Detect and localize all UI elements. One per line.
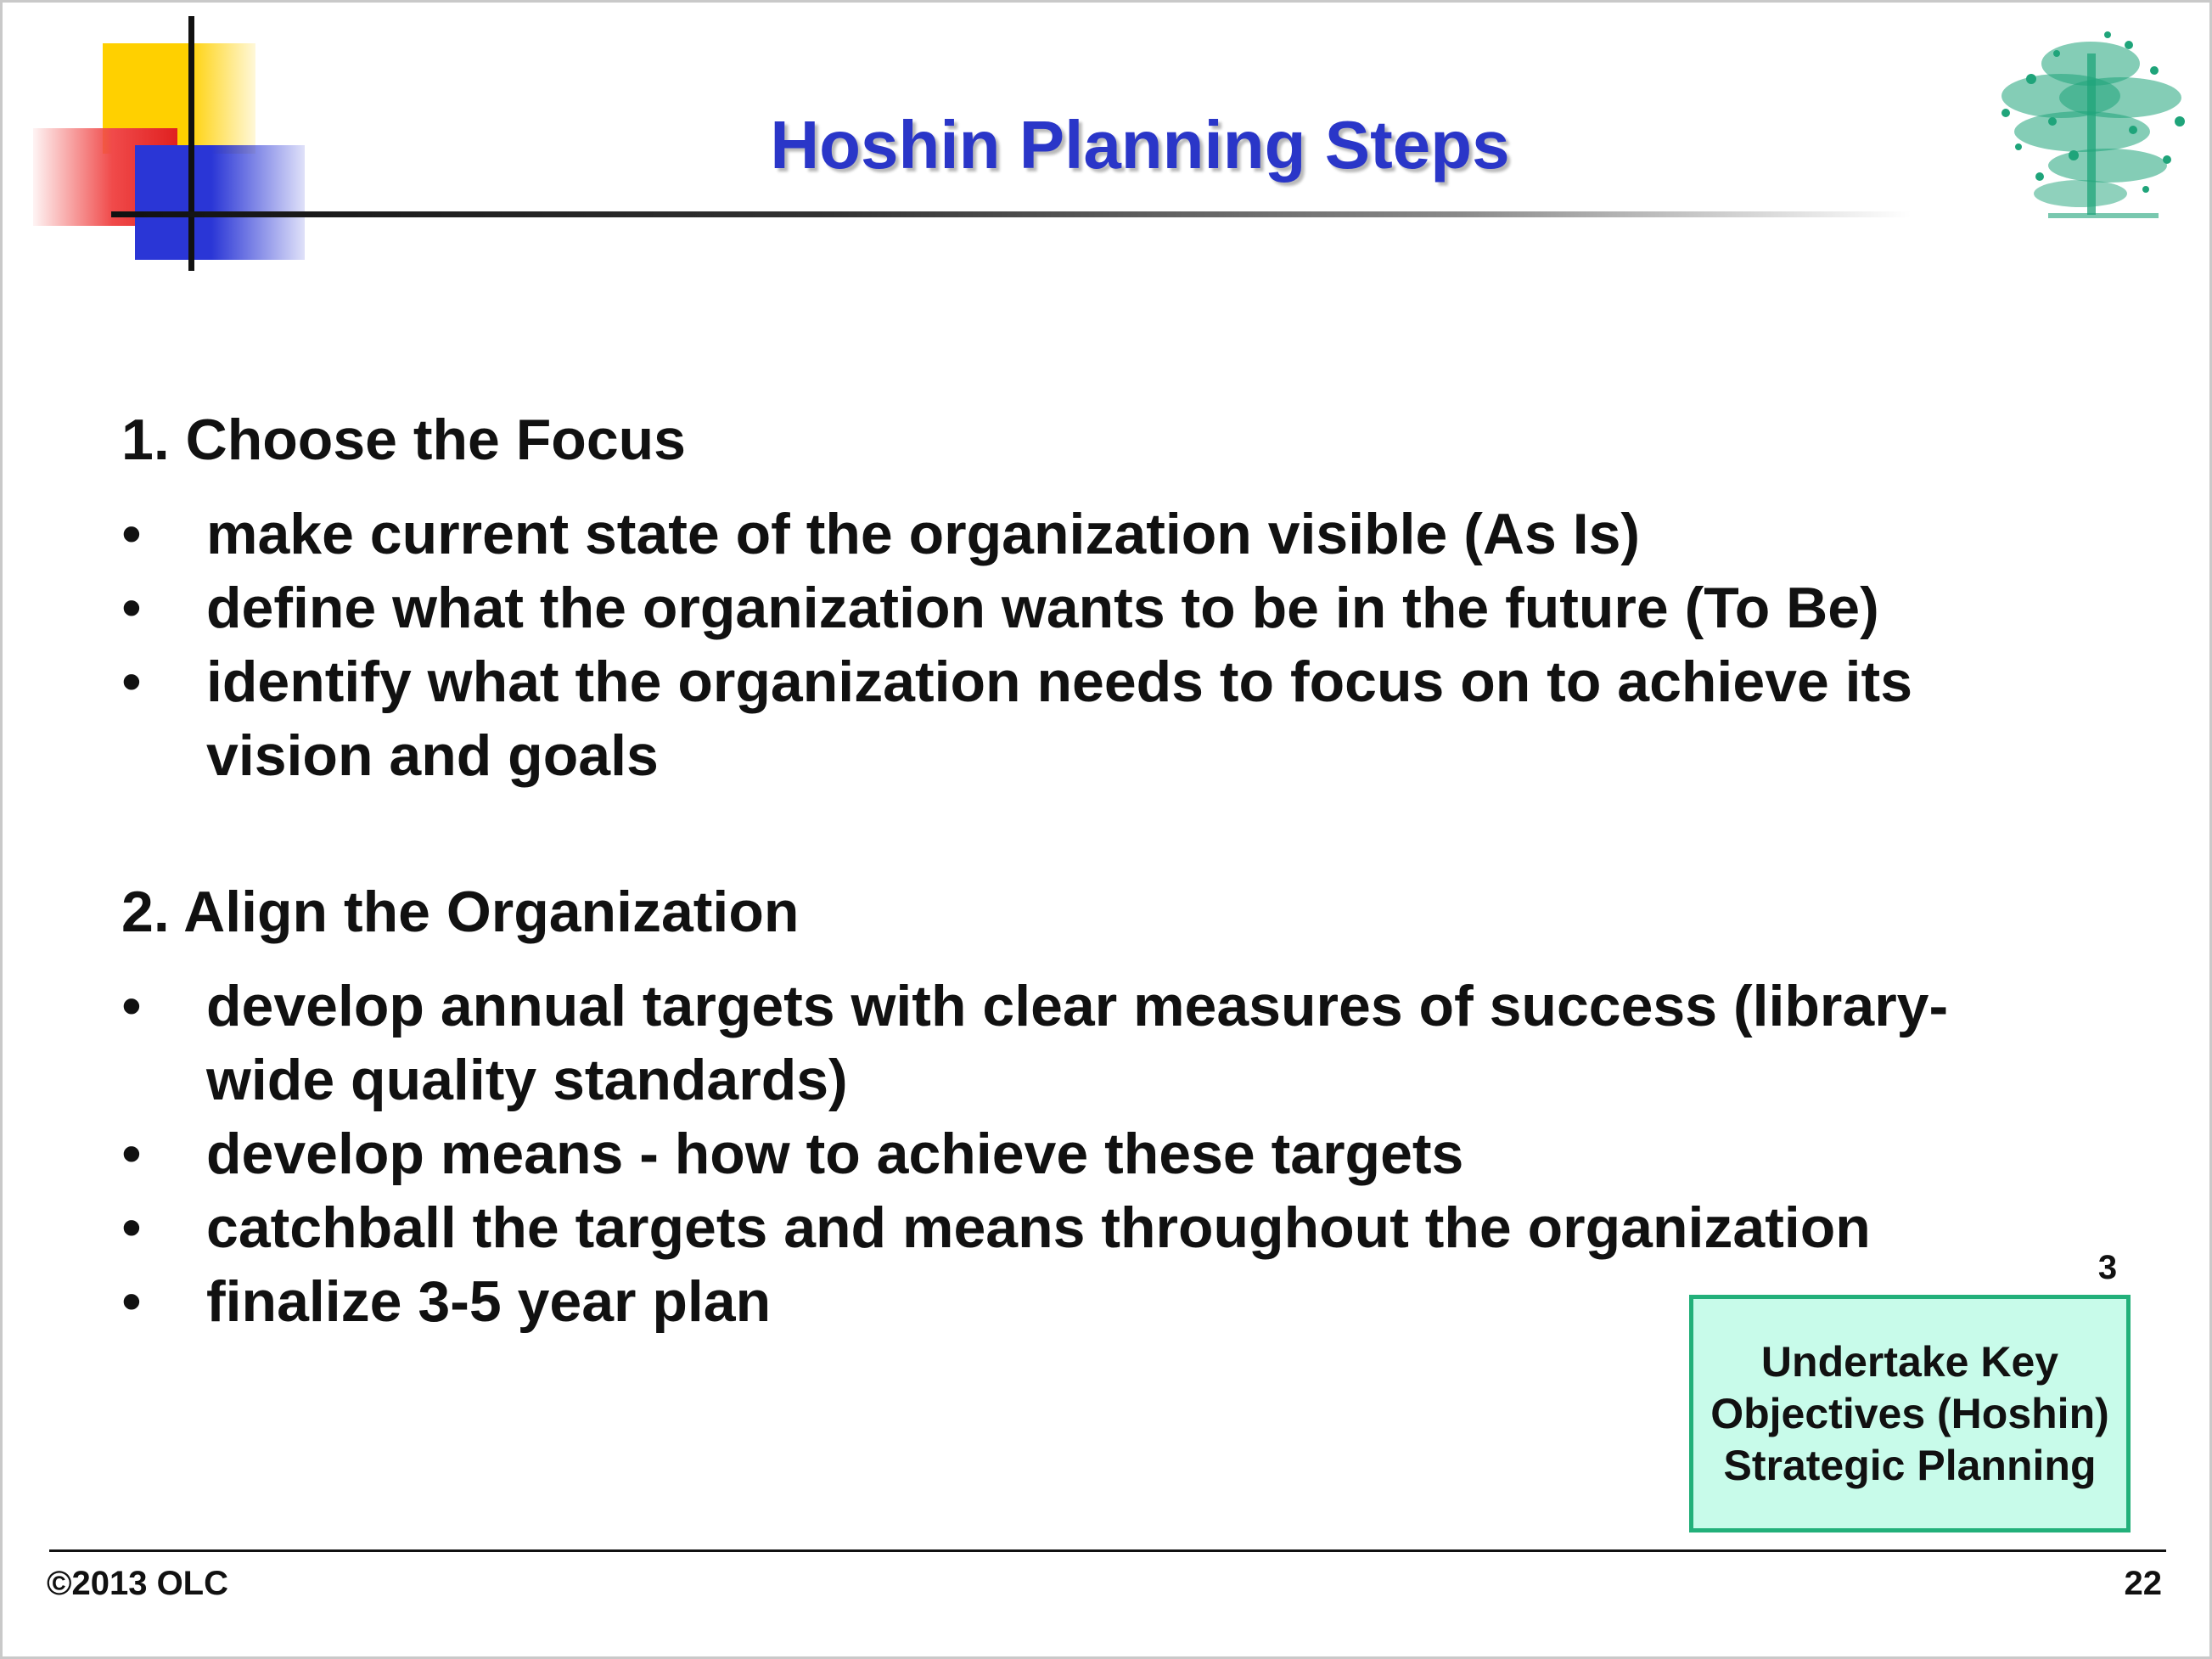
bullet-icon: • — [121, 1122, 142, 1186]
bullet-icon: • — [121, 1269, 142, 1334]
list-item — [121, 498, 2074, 571]
footer-copyright: ©2013 OLC — [47, 1565, 229, 1602]
list-item — [121, 645, 2074, 793]
list-item — [121, 1117, 2074, 1191]
step-number: 3 — [2097, 1249, 2118, 1286]
bullet-icon: • — [121, 974, 142, 1038]
section-heading: 2. Align the Organization — [121, 880, 800, 944]
section-gap — [121, 793, 2074, 869]
list-item — [121, 970, 2074, 1117]
bullet-icon: • — [121, 650, 142, 714]
section-heading: 1. Choose the Focus — [121, 408, 686, 472]
header-rule — [111, 211, 1911, 217]
section-align-organization — [121, 869, 2074, 1339]
list-item — [121, 1191, 2074, 1265]
bullet-text: catchball the targets and means throughout the organization — [206, 1195, 1871, 1260]
bullet-text: define what the organization wants to be in the future (To Be) — [206, 576, 1879, 640]
bullet-text: develop annual targets with clear measures of success (library-wide quality standards) — [206, 974, 1949, 1112]
section-choose-focus — [121, 397, 2074, 793]
page-number: 22 — [2124, 1565, 2162, 1602]
list-item — [121, 571, 2074, 645]
bullet-list — [121, 970, 2074, 1339]
step-box — [1689, 1295, 2131, 1532]
bullet-icon: • — [121, 1195, 142, 1260]
bullet-text: make current state of the organization visible (As Is) — [206, 502, 1641, 566]
slide-content — [121, 397, 2074, 1339]
bullet-text: develop means - how to achieve these targets — [206, 1122, 1464, 1186]
blue-square — [135, 145, 305, 260]
footer-rule — [49, 1549, 2166, 1552]
slide-title: Hoshin Planning Steps — [770, 107, 1510, 183]
bullet-text: finalize 3-5 year plan — [206, 1269, 772, 1334]
bullet-text: identify what the organization needs to focus on to achieve its vision and goals — [206, 650, 1913, 788]
bullet-list — [121, 498, 2074, 793]
bullet-icon: • — [121, 576, 142, 640]
step-box-text: Undertake Key Objectives (Hoshin) Strategic Planning — [1710, 1337, 2109, 1489]
vertical-line — [188, 16, 194, 271]
tree-icon — [1980, 20, 2201, 228]
bullet-icon: • — [121, 502, 142, 566]
